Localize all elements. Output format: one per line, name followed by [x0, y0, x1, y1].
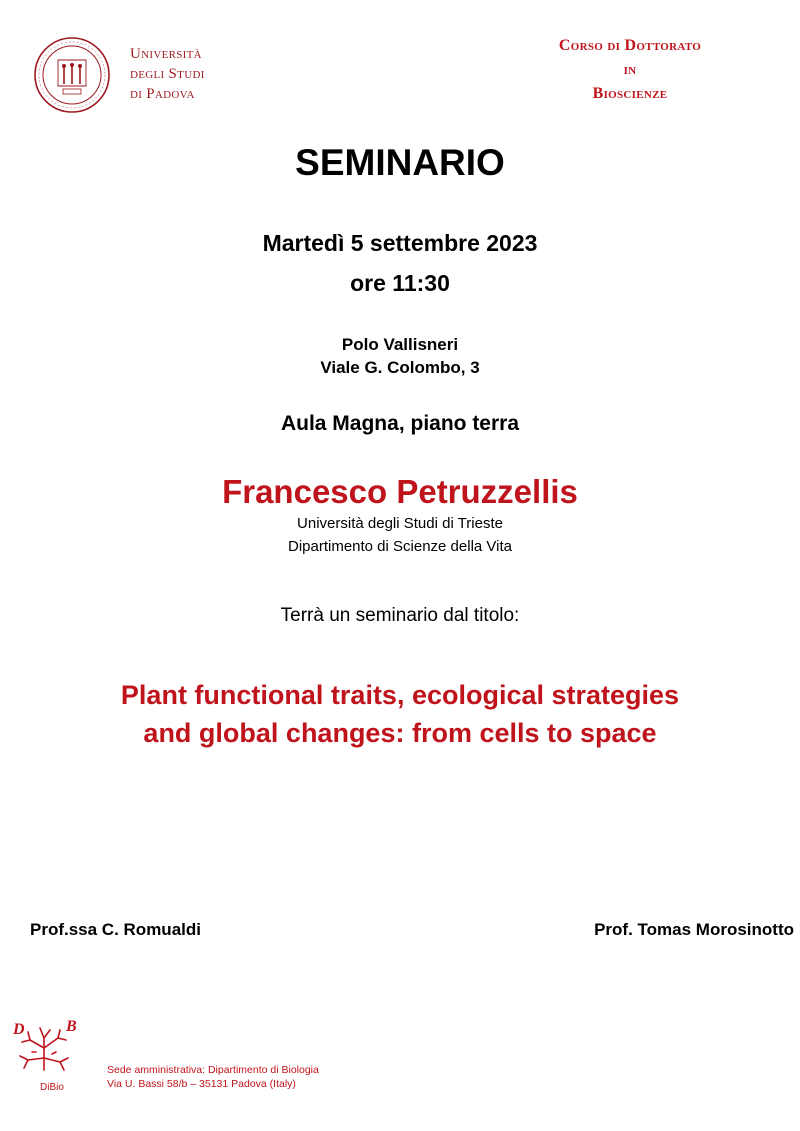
- university-name-line1: Università: [130, 46, 202, 62]
- venue-address: Viale G. Colombo, 3: [320, 358, 480, 377]
- talk-intro: Terrà un seminario dal titolo:: [280, 605, 520, 626]
- venue-hall: Aula Magna, piano terra: [280, 412, 520, 435]
- speaker-affiliation-department: Dipartimento di Scienze della Vita: [287, 538, 512, 555]
- phd-course-line1: Corso di Dottorato: [558, 37, 702, 54]
- speaker-affiliation-university: Università degli Studi di Trieste: [297, 515, 503, 532]
- footer-line2: Via U. Bassi 58/b – 35131 Padova (Italy): [107, 1078, 296, 1090]
- university-name-line3: di Padova: [130, 86, 195, 102]
- speaker-name: Francesco Petruzzellis: [222, 473, 578, 510]
- organizer-right: Prof. Tomas Morosinotto: [594, 920, 794, 939]
- dibio-logo-label: DiBio: [40, 1082, 64, 1093]
- university-name-line2: degli Studi: [130, 66, 205, 82]
- university-seal-logo: [33, 36, 111, 114]
- talk-title-line2: and global changes: from cells to space: [143, 718, 657, 748]
- organizer-left: Prof.ssa C. Romualdi: [30, 920, 201, 939]
- svg-text:D: D: [13, 1021, 25, 1038]
- footer-line1: Sede amministrativa: Dipartimento di Biologia: [107, 1064, 319, 1076]
- footer-address: [107, 1063, 319, 1091]
- venue-name: Polo Vallisneri: [341, 335, 459, 354]
- dibio-logo: [10, 1018, 80, 1078]
- seminar-title: SEMINARIO: [295, 142, 505, 183]
- talk-title-line1: Plant functional traits, ecological strategies: [120, 680, 680, 710]
- event-date: Martedì 5 settembre 2023: [262, 230, 538, 256]
- event-time: ore 11:30: [350, 270, 450, 296]
- phd-course: [540, 34, 720, 106]
- university-name: [130, 44, 205, 104]
- phd-course-line2: in: [623, 61, 637, 78]
- svg-text:B: B: [66, 1018, 77, 1035]
- phd-course-line3: Bioscienze: [592, 85, 668, 102]
